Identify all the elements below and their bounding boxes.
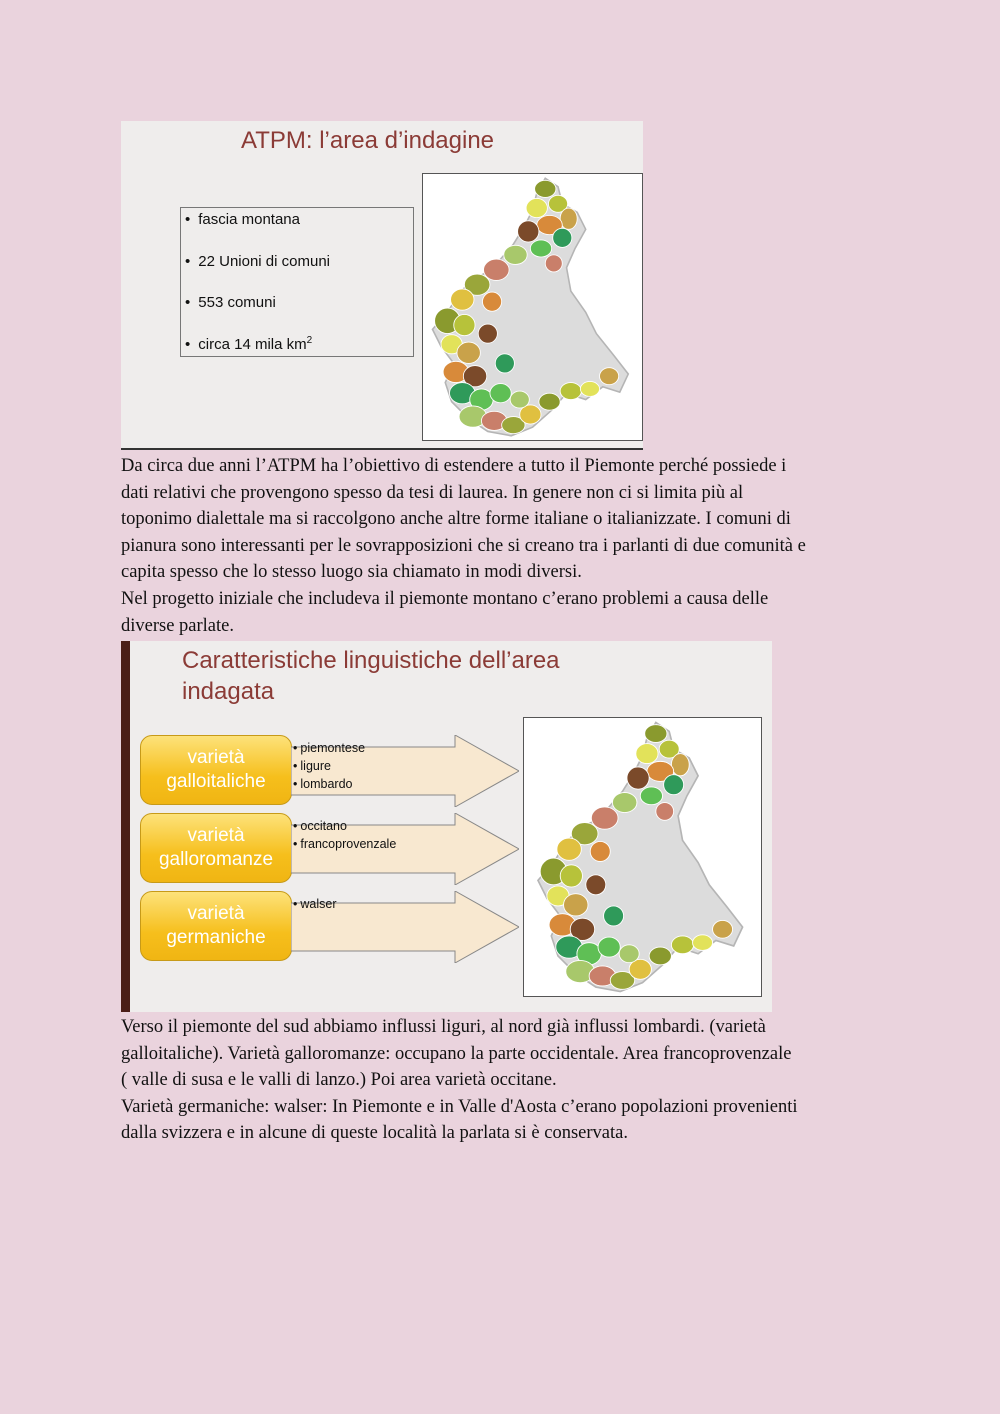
variety-pill-germaniche: varietà germaniche [140,891,292,961]
map-region [636,744,658,764]
map-region [553,228,572,247]
map-region [604,906,624,926]
map-region [649,947,671,965]
dialect-list: • occitano • francoprovenzale [293,817,396,853]
map-region [526,198,547,217]
map-region [627,767,649,789]
map-region [671,754,689,776]
map-region [454,314,475,335]
map-region [560,383,581,400]
slide-caratteristiche [121,641,772,1012]
text-line: toponimo dialettale ma si raccolgono anche altre forme italiane o italianizzate. I comuni di [121,509,791,530]
map-region [545,255,562,272]
bullet-item: • 22 Unioni di comuni [185,253,330,270]
map-region [557,838,581,860]
map-region [560,208,577,229]
map-region [478,324,497,343]
dialect-list: • piemontese • ligure • lombardo [293,739,365,793]
map-region [713,920,733,938]
piemonte-map-frame [422,173,643,441]
dialect-list: • walser [293,895,337,913]
text-line: diverse parlate. [121,615,234,636]
map-region [510,391,529,408]
piemonte-map [423,174,642,440]
text-line: ( valle di susa e le valli di lanzo.) Poi area varietà occitane. [121,1070,557,1091]
map-region [664,775,684,795]
text-line: capita spesso che lo stesso luogo sia chiamato in modi diversi. [121,562,582,583]
bullet-item: • fascia montana [185,211,300,228]
variety-arrow [291,891,519,963]
text-line: Varietà germaniche: walser: In Piemonte e in Valle d'Aosta c’erano popolazioni provenienti [121,1096,798,1117]
map-region [482,292,501,311]
map-region [530,240,551,257]
map-region [591,807,618,829]
map-region [504,245,527,264]
slide-area-indagine [121,121,643,450]
variety-arrow [291,735,519,807]
body-paragraph-2 [121,1014,881,1147]
slide-title-line1: Caratteristiche linguistiche dell’area [182,647,560,674]
slide-title-line2: indagata [182,678,275,705]
text-line: galloitaliche). Varietà galloromanze: occupano la parte occidentale. Area francoprovenzale [121,1043,792,1064]
map-region [590,841,610,861]
map-region [656,803,674,821]
slide-title: ATPM: l’area d’indagine [241,127,495,154]
map-region [640,787,662,805]
accent-bar [121,641,130,1012]
map-region [451,289,474,310]
superscript: 2 [306,335,313,346]
map-region [490,384,511,403]
map-region [484,259,510,280]
map-region [518,221,539,242]
map-region [619,945,639,963]
bullet-list [180,207,414,357]
map-region [457,342,480,363]
piemonte-map-frame [523,717,762,997]
text-line: pianura sono interessanti per le sovrapposizioni che si creano tra i parlanti di due comunità e [121,535,806,556]
body-paragraph-1 [121,453,881,639]
map-region [539,393,560,410]
variety-pill-galloromanze: varietà galloromanze [140,813,292,883]
map-region [495,354,514,373]
map-region [586,875,606,895]
text-line: dalla svizzera e in alcune di queste località la parlata si è conservata. [121,1123,628,1144]
map-region [671,936,693,954]
text-line: Verso il piemonte del sud abbiamo influssi liguri, al nord già influssi lombardi. (varietà [121,1017,766,1037]
text-line: Da circa due anni l’ATPM ha l’obiettivo di estendere a tutto il Piemonte perché possiede i [121,456,787,476]
bullet-item: • circa 14 mila $km^2$ [185,335,312,353]
map-region [564,894,588,916]
map-region [535,180,556,197]
map-region [645,725,667,743]
map-region [600,368,619,385]
variety-arrow [291,813,519,885]
map-region [612,793,636,813]
text-line: dati relativi che provengono spesso da tesi di laurea. In genere non ci si limita più al [121,482,744,503]
map-region [598,937,620,957]
text-line: Nel progetto iniziale che includeva il piemonte montano c’erano problemi a causa delle [121,588,769,609]
variety-pill-galloitaliche: varietà galloitaliche [140,735,292,805]
map-region [560,865,582,887]
map-region [693,935,713,951]
bullet-item: • 553 comuni [185,294,276,311]
piemonte-map [524,718,761,996]
map-region [580,381,599,396]
